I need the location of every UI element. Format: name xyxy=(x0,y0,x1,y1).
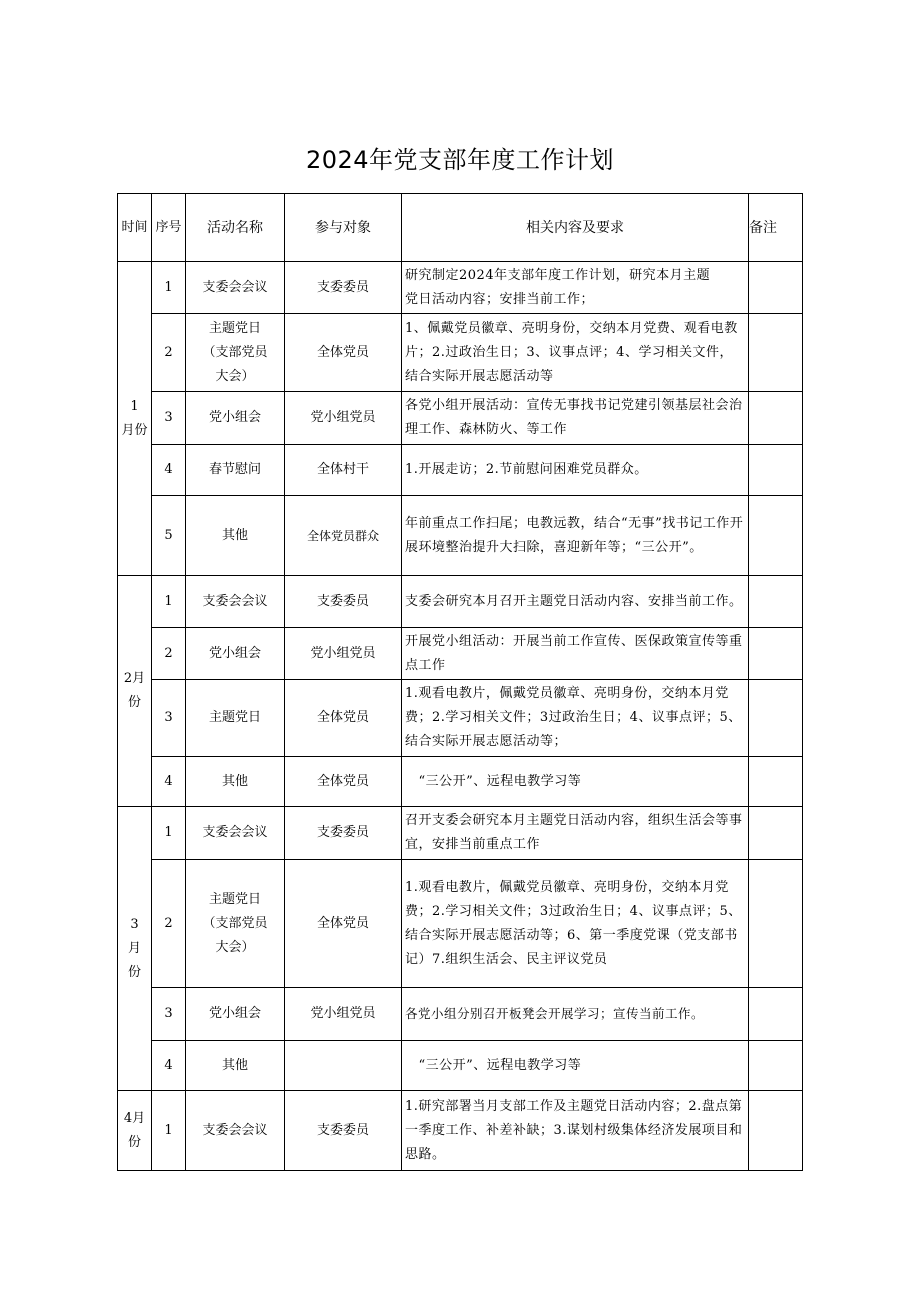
row-target: 全体党员 xyxy=(285,680,402,757)
row-content: 1、佩戴党员徽章、亮明身份，交纳本月党费、观看电教片；2.过政治生日；3、议事点评；4、学习相关文件，结合实际开展志愿活动等 xyxy=(402,314,749,392)
row-seq: 2 xyxy=(152,860,186,988)
row-content: 支委会研究本月召开主题党日活动内容、安排当前工作。 xyxy=(402,576,749,628)
header-content: 相关内容及要求 xyxy=(402,194,749,262)
table-row xyxy=(118,576,803,628)
header-time: 时间 xyxy=(118,194,152,262)
row-remark xyxy=(749,576,803,628)
row-target: 全体党员群众 xyxy=(285,496,402,576)
row-activity: 支委会会议 xyxy=(186,807,285,860)
row-activity: 其他 xyxy=(186,757,285,807)
table-row xyxy=(118,314,803,392)
row-remark xyxy=(749,445,803,496)
row-target: 全体党员 xyxy=(285,314,402,392)
work-plan-table xyxy=(117,193,803,1171)
row-seq: 4 xyxy=(152,1041,186,1091)
table-row xyxy=(118,1041,803,1091)
row-target: 全体党员 xyxy=(285,860,402,988)
row-content: 召开支委会研究本月主题党日活动内容，组织生活会等事宜，安排当前重点工作 xyxy=(402,807,749,860)
row-content: 1.开展走访；2.节前慰问困难党员群众。 xyxy=(402,445,749,496)
row-content: 1.观看电教片，佩戴党员徽章、亮明身份，交纳本月党费；2.学习相关文件；3过政治生日；4、议事点评；5、结合实际开展志愿活动等；6、第一季度党课（党支部书记）7.组织生活会、民主评议党员 xyxy=(402,860,749,988)
row-content: 开展党小组活动：开展当前工作宣传、医保政策宣传等重点工作 xyxy=(402,628,749,680)
month-cell-apr: 4月 份 xyxy=(118,1091,152,1171)
table-row xyxy=(118,262,803,314)
row-target: 党小组党员 xyxy=(285,988,402,1041)
row-seq: 2 xyxy=(152,314,186,392)
header-seq: 序号 xyxy=(152,194,186,262)
row-content: 年前重点工作扫尾；电教远教，结合“无事”找书记工作开展环境整治提升大扫除，喜迎新年等；“三公开”。 xyxy=(402,496,749,576)
row-remark xyxy=(749,314,803,392)
row-activity: 主题党日 （支部党员 大会） xyxy=(186,860,285,988)
row-remark xyxy=(749,392,803,445)
row-activity: 春节慰问 xyxy=(186,445,285,496)
row-activity: 其他 xyxy=(186,496,285,576)
header-target: 参与对象 xyxy=(285,194,402,262)
row-target: 支委委员 xyxy=(285,576,402,628)
row-seq: 2 xyxy=(152,628,186,680)
row-seq: 4 xyxy=(152,445,186,496)
row-activity: 支委会会议 xyxy=(186,262,285,314)
table-row xyxy=(118,392,803,445)
month-cell-mar: 3 月 份 xyxy=(118,807,152,1091)
table-row xyxy=(118,807,803,860)
row-seq: 4 xyxy=(152,757,186,807)
row-content: 各党小组分别召开板凳会开展学习；宣传当前工作。 xyxy=(402,988,749,1041)
row-content: 各党小组开展活动：宣传无事找书记党建引领基层社会治理工作、森林防火、等工作 xyxy=(402,392,749,445)
row-target: 支委委员 xyxy=(285,1091,402,1171)
row-content: 1.研究部署当月支部工作及主题党日活动内容；2.盘点第一季度工作、补差补缺；3.谋划村级集体经济发展项目和思路。 xyxy=(402,1091,749,1171)
table-row xyxy=(118,680,803,757)
row-content: 1.观看电教片，佩戴党员徽章、亮明身份，交纳本月党费；2.学习相关文件；3过政治生日；4、议事点评；5、结合实际开展志愿活动等； xyxy=(402,680,749,757)
row-seq: 1 xyxy=(152,576,186,628)
row-content: 研究制定2024年支部年度工作计划，研究本月主题 党日活动内容；安排当前工作； xyxy=(402,262,749,314)
row-content: “三公开”、远程电教学习等 xyxy=(402,757,749,807)
row-activity: 支委会会议 xyxy=(186,1091,285,1171)
row-remark xyxy=(749,680,803,757)
row-target: 支委委员 xyxy=(285,807,402,860)
row-target xyxy=(285,1041,402,1091)
month-cell-feb: 2月 份 xyxy=(118,576,152,807)
row-content: “三公开”、远程电教学习等 xyxy=(402,1041,749,1091)
row-seq: 5 xyxy=(152,496,186,576)
row-target: 全体党员 xyxy=(285,757,402,807)
row-target: 支委委员 xyxy=(285,262,402,314)
row-activity: 主题党日 xyxy=(186,680,285,757)
row-remark xyxy=(749,628,803,680)
table-row xyxy=(118,445,803,496)
row-target: 党小组党员 xyxy=(285,628,402,680)
month-cell-jan: 1 月份 xyxy=(118,262,152,576)
row-activity: 主题党日 （支部党员 大会） xyxy=(186,314,285,392)
row-remark xyxy=(749,807,803,860)
row-activity: 支委会会议 xyxy=(186,576,285,628)
row-seq: 1 xyxy=(152,262,186,314)
row-remark xyxy=(749,1041,803,1091)
table-row xyxy=(118,988,803,1041)
row-activity: 党小组会 xyxy=(186,988,285,1041)
row-activity: 其他 xyxy=(186,1041,285,1091)
row-remark xyxy=(749,757,803,807)
table-header-row xyxy=(118,194,803,262)
row-target: 全体村干 xyxy=(285,445,402,496)
row-seq: 3 xyxy=(152,988,186,1041)
row-remark xyxy=(749,496,803,576)
row-activity: 党小组会 xyxy=(186,628,285,680)
row-activity: 党小组会 xyxy=(186,392,285,445)
table-row xyxy=(118,628,803,680)
row-target: 党小组党员 xyxy=(285,392,402,445)
row-seq: 1 xyxy=(152,1091,186,1171)
row-remark xyxy=(749,1091,803,1171)
row-remark xyxy=(749,988,803,1041)
row-seq: 3 xyxy=(152,680,186,757)
page-title: 2024年党支部年度工作计划 xyxy=(305,146,615,174)
table-row xyxy=(118,496,803,576)
table-row xyxy=(118,1091,803,1171)
row-remark xyxy=(749,860,803,988)
row-remark xyxy=(749,262,803,314)
row-seq: 1 xyxy=(152,807,186,860)
table-row xyxy=(118,757,803,807)
table-row xyxy=(118,860,803,988)
header-activity: 活动名称 xyxy=(186,194,285,262)
row-seq: 3 xyxy=(152,392,186,445)
header-remark: 备注 xyxy=(749,194,803,262)
